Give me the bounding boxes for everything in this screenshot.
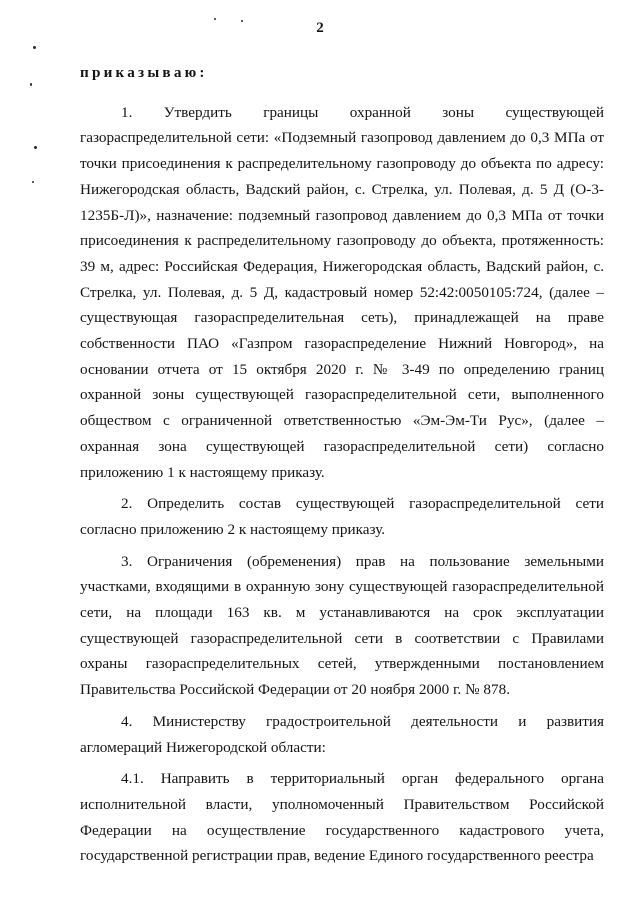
paragraph-4-1: 4.1. Направить в территориальный орган федерального органа исполнительной власти, уполномоченный Правительством Российской Федерации на осуществление государственного кадастрового учета, государственной регистрации прав, ведение Единого государственного реестра xyxy=(80,770,604,865)
scan-speck xyxy=(30,83,32,86)
scan-speck xyxy=(34,146,37,149)
order-lead-word: приказываю: xyxy=(80,64,208,81)
scan-speck xyxy=(241,20,243,22)
scan-speck xyxy=(32,181,34,183)
paragraph-3: 3. Ограничения (обременения) прав на пользование земельными участками, входящими в охранную зону существующей газораспределительной сети, на площади 163 кв. м устанавливаются на срок эксплуатации существующей газораспределительной сети в соответствии с Правилами охраны газораспределительных сетей, утвержденными постановлением Правительства Российской Федерации от 20 ноября 2000 г. № 878. xyxy=(80,552,604,699)
paragraph-1: 1. Утвердить границы охранной зоны существующей газораспределительной сети: «Подземный газопровод давлением до 0,3 МПа от точки присоединения к распределительному газопроводу до объекта по адресу: Нижегородская область, Вадский район, с. Стрелка, ул. Полевая, д. 5 Д (О-3-1235Б-Л)», назначение: подземный газопровод давлением до 0,3 МПа от точки присоединения к распределительному газопроводу до объекта, протяженность: 39 м, адрес: Российская Федерация, Нижегородская область, Вадский район, с. Стрелка, ул. Полевая, д. 5 Д, кадастровый номер 52:42:0050105:724, (далее – существующая газораспределительная сеть), принадлежащей на праве собственности ПАО «Газпром газораспределение Нижний Новгород», на основании отчета от 15 октября 2020 г. № 3-49 по определению границ охранной зоны существующей газораспределительной сети, выполненного обществом с ограниченной ответственностью «Эм-Эм-Ти Рус», (далее – охранная зона существующей газораспределительной сети) согласно приложению 1 к настоящему приказу. xyxy=(80,103,604,481)
scan-speck xyxy=(33,46,36,49)
paragraph-2: 2. Определить состав существующей газораспределительной сети согласно приложению 2 к настоящему приказу. xyxy=(80,495,604,538)
paragraph-4: 4. Министерству градостроительной деятельности и развития агломераций Нижегородской области: xyxy=(80,712,604,756)
scan-speck xyxy=(214,18,216,20)
document-body xyxy=(80,60,604,875)
page-number: 2 xyxy=(316,20,324,36)
